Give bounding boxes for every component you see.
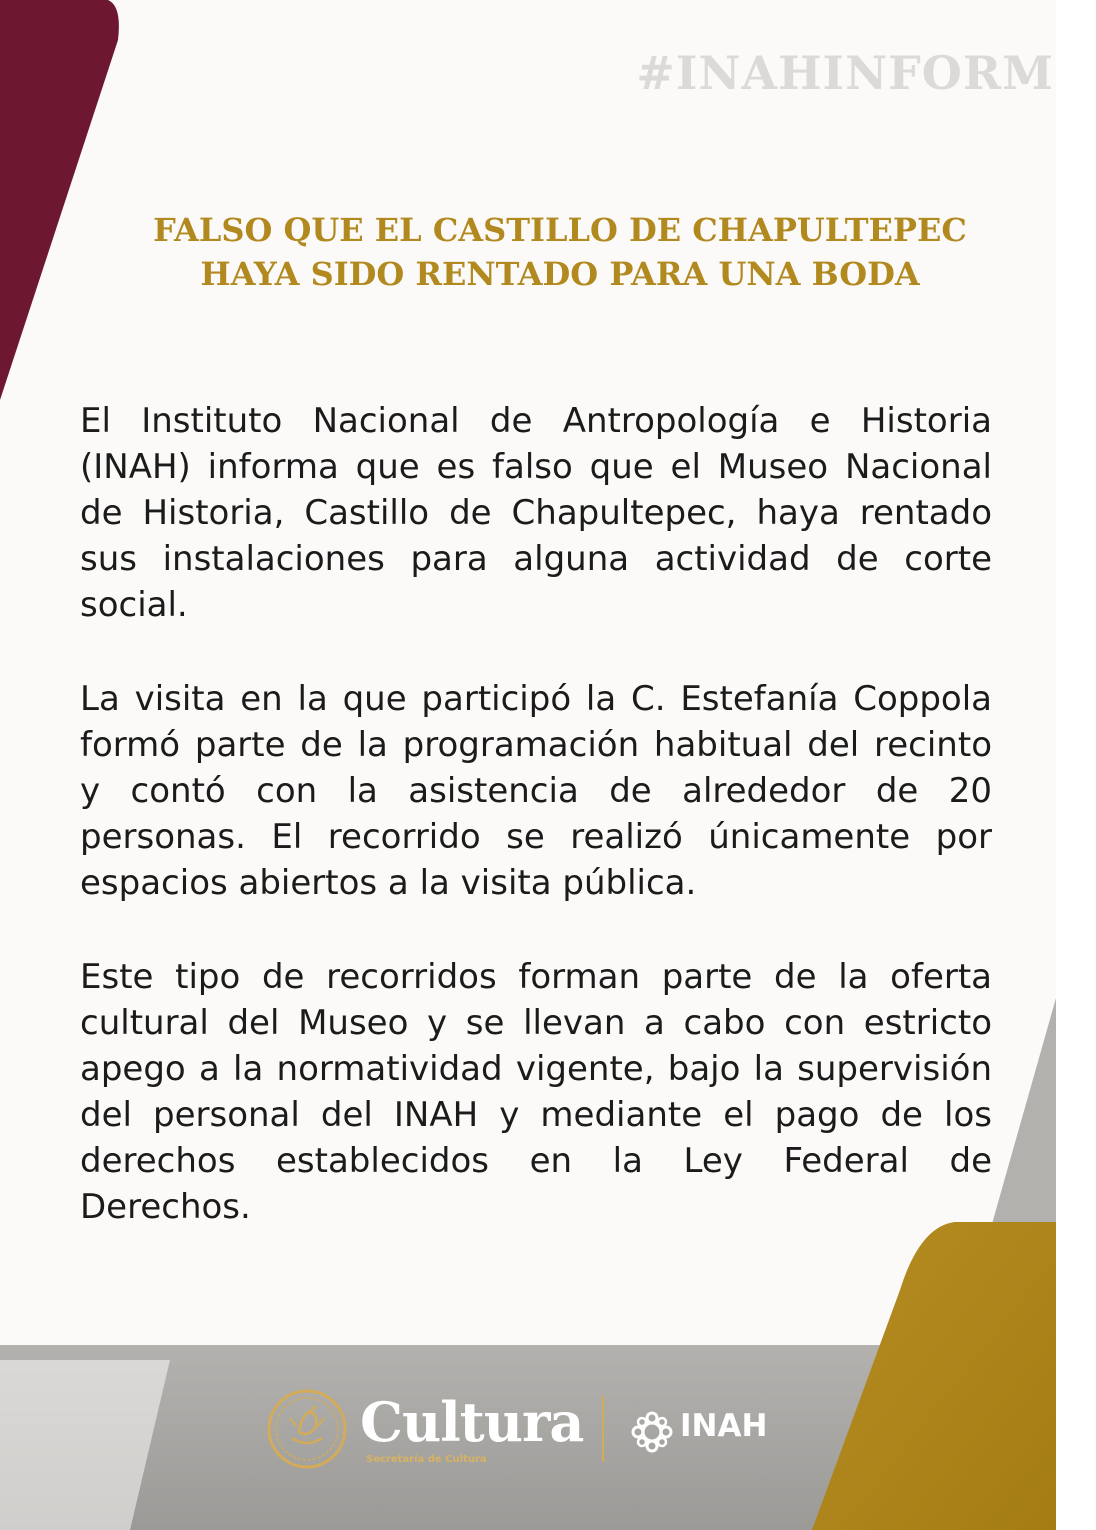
headline-line-1: FALSO QUE EL CASTILLO DE CHAPULTEPEC — [153, 211, 967, 249]
gray-stripe-right — [986, 998, 1056, 1245]
cultura-logo-text: Cultura — [360, 1390, 584, 1454]
logo-divider — [602, 1396, 604, 1462]
hashtag-label: #INAHINFORM — [636, 46, 1054, 100]
right-edge-strip — [1056, 0, 1096, 1530]
paragraph-2: La visita en la que participó la C. Estefanía Coppola formó parte de la programación habitual del recinto y contó con la asistencia de alrededor de 20 personas. El recorrido se realizó únicamente por espacios abiertos a la visita pública. — [80, 679, 992, 903]
headline-line-2: HAYA SIDO RENTADO PARA UNA BODA — [200, 255, 920, 293]
coat-of-arms-seal-icon — [266, 1388, 348, 1470]
headline — [80, 208, 1040, 296]
inah-emblem-icon — [630, 1410, 674, 1454]
paragraph-3: Este tipo de recorridos forman parte de la oferta cultural del Museo y se llevan a cabo con estricto apego a la normatividad vigente, bajo la supervisión del personal del INAH y mediante el pago de los derechos establecidos en la Ley Federal de Derechos. — [80, 957, 992, 1227]
inah-logo-text: INAH — [680, 1408, 768, 1444]
maroon-stripe — [0, 0, 119, 400]
statement-body — [80, 398, 992, 1278]
cultura-logo-subtitle: Secretaría de Cultura — [366, 1454, 487, 1465]
footer-logos — [262, 1384, 802, 1484]
paragraph-1: El Instituto Nacional de Antropología e Historia (INAH) informa que es falso que el Museo Nacional de Historia, Castillo de Chapultepec, haya rentado sus instalaciones para alguna actividad de corte social. — [80, 401, 992, 625]
